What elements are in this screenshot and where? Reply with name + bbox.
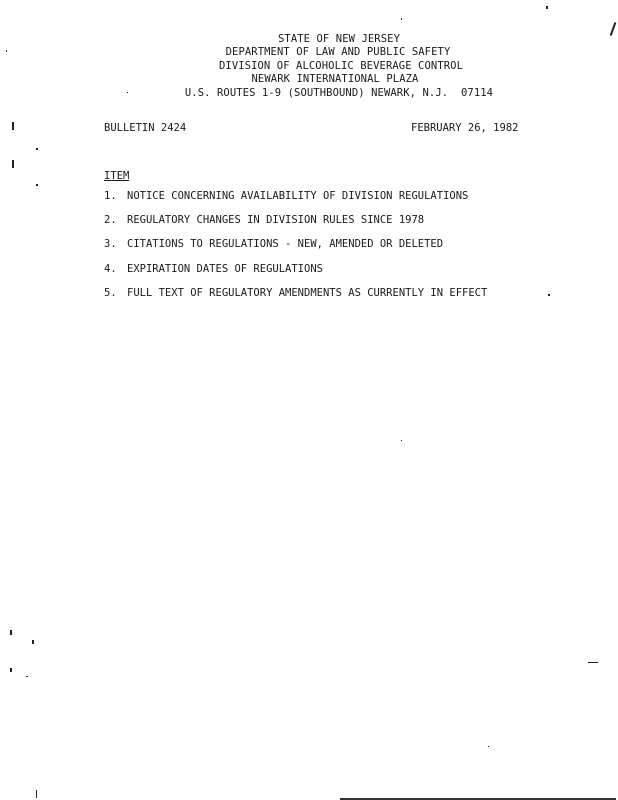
scan-speck: [12, 122, 14, 130]
header-division: DIVISION OF ALCOHOLIC BEVERAGE CONTROL: [218, 59, 464, 72]
scan-speck: [401, 440, 402, 441]
letterhead: [0, 33, 618, 100]
scan-speck: [401, 18, 402, 20]
item-number: 3.: [104, 238, 117, 251]
item-text: CITATIONS TO REGULATIONS - NEW, AMENDED OR DELETED: [127, 238, 444, 251]
list-item: [104, 238, 487, 262]
item-text: REGULATORY CHANGES IN DIVISION RULES SINCE 1978: [127, 214, 425, 227]
header-building: NEWARK INTERNATIONAL PLAZA: [251, 73, 419, 86]
list-item: [104, 190, 487, 214]
item-number: 5.: [104, 286, 117, 299]
scan-speck: [12, 160, 14, 168]
bulletin-date: FEBRUARY 26, 1982: [411, 122, 519, 134]
item-number: 4.: [104, 262, 117, 275]
list-item: [104, 214, 487, 238]
item-text: NOTICE CONCERNING AVAILABILITY OF DIVISION REGULATIONS: [127, 190, 469, 202]
item-text: FULL TEXT OF REGULATORY AMENDMENTS AS CURRENTLY IN EFFECT: [127, 286, 488, 299]
scan-speck: [36, 790, 37, 798]
scan-speck: [32, 640, 34, 644]
scan-speck: [548, 294, 550, 296]
scan-speck: [588, 662, 598, 663]
item-number: 2.: [104, 214, 117, 227]
item-number: 1.: [104, 190, 117, 202]
scan-speck: [6, 50, 7, 52]
list-item: [104, 287, 487, 311]
scan-speck: [10, 668, 12, 672]
item-heading: ITEM: [104, 170, 130, 182]
bulletin-number: BULLETIN 2424: [104, 122, 187, 134]
item-text: EXPIRATION DATES OF REGULATIONS: [127, 262, 323, 275]
scan-speck: [546, 6, 548, 9]
header-state: STATE OF NEW JERSEY: [277, 33, 400, 45]
scan-speck: [127, 92, 128, 93]
scan-speck: [10, 630, 12, 635]
scan-speck: [488, 746, 489, 747]
item-list: [104, 190, 487, 311]
scan-speck: [36, 148, 38, 150]
list-item: [104, 263, 487, 287]
header-department: DEPARTMENT OF LAW AND PUBLIC SAFETY: [225, 46, 451, 59]
header-address: U.S. ROUTES 1-9 (SOUTHBOUND) NEWARK, N.J. 07114: [184, 86, 494, 99]
scan-speck: [36, 184, 38, 186]
scan-speck: [26, 676, 28, 677]
